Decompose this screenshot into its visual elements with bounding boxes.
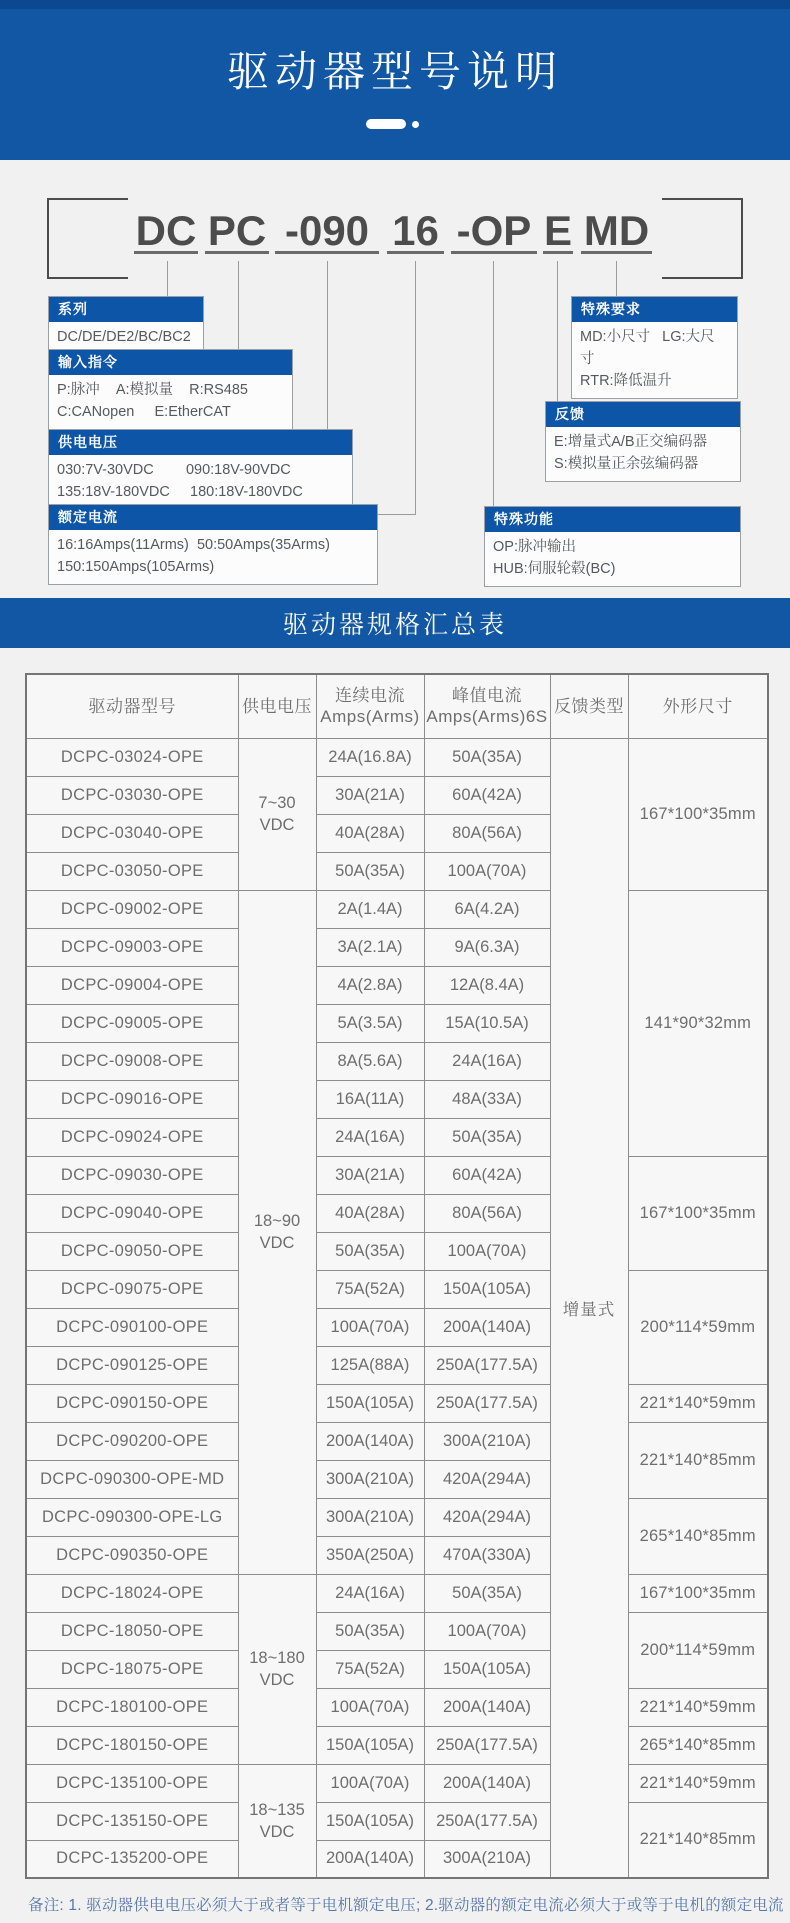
peak-current-cell: 250A(177.5A) (424, 1384, 550, 1422)
model-cell: DCPC-090300-OPE-LG (26, 1498, 238, 1536)
model-cell: DCPC-090300-OPE-MD (26, 1460, 238, 1498)
table-row (26, 1270, 768, 1308)
peak-current-cell: 250A(177.5A) (424, 1726, 550, 1764)
column-header: 供电电压 (238, 674, 316, 738)
callout-title: 额定电流 (49, 505, 377, 530)
continuous-current-cell: 300A(210A) (316, 1460, 424, 1498)
voltage-cell: 7~30 VDC (238, 738, 316, 890)
dimensions-cell: 221*140*59mm (628, 1764, 768, 1802)
dimensions-cell: 167*100*35mm (628, 1156, 768, 1270)
callout-line: 16:16Amps(11Arms) 50:50Amps(35Arms) (57, 537, 330, 553)
continuous-current-cell: 50A(35A) (316, 1612, 424, 1650)
model-cell: DCPC-18024-OPE (26, 1574, 238, 1612)
table-row (26, 1384, 768, 1422)
peak-current-cell: 50A(35A) (424, 1118, 550, 1156)
continuous-current-cell: 24A(16A) (316, 1574, 424, 1612)
footnote: 备注: 1. 驱动器供电电压必须大于或者等于电机额定电压; 2.驱动器的额定电流必须大于或等于电机的额定电流 (28, 1897, 784, 1914)
dimensions-cell: 221*140*85mm (628, 1422, 768, 1498)
dimensions-cell: 265*140*85mm (628, 1498, 768, 1574)
peak-current-cell: 300A(210A) (424, 1840, 550, 1878)
table-row (26, 738, 768, 776)
continuous-current-cell: 200A(140A) (316, 1422, 424, 1460)
left-bracket-decoration (47, 198, 128, 279)
model-segment-rated-current: 16 (387, 208, 444, 254)
dimensions-cell: 167*100*35mm (628, 1574, 768, 1612)
continuous-current-cell: 75A(52A) (316, 1270, 424, 1308)
peak-current-cell: 80A(56A) (424, 1194, 550, 1232)
table-row (26, 1764, 768, 1802)
callout-line: OP:脉冲输出 (493, 539, 576, 555)
column-header: 连续电流 Amps(Arms) (316, 674, 424, 738)
continuous-current-cell: 8A(5.6A) (316, 1042, 424, 1080)
connector-line-function (493, 261, 494, 507)
peak-current-cell: 60A(42A) (424, 1156, 550, 1194)
connector-line-feedback (557, 261, 558, 402)
callout-title: 特殊功能 (485, 507, 740, 532)
peak-current-cell: 200A(140A) (424, 1688, 550, 1726)
dimensions-cell: 265*140*85mm (628, 1726, 768, 1764)
spec-table-container (25, 673, 767, 1879)
model-cell: DCPC-09040-OPE (26, 1194, 238, 1232)
callout-body (49, 530, 377, 584)
callout-series (48, 296, 204, 355)
model-cell: DCPC-09016-OPE (26, 1080, 238, 1118)
model-cell: DCPC-09008-OPE (26, 1042, 238, 1080)
peak-current-cell: 150A(105A) (424, 1650, 550, 1688)
callout-line: MD:小尺寸 LG:大尺寸 (580, 329, 715, 367)
callout-line: C:CANopen E:EtherCAT (57, 404, 231, 420)
model-cell: DCPC-090125-OPE (26, 1346, 238, 1384)
continuous-current-cell: 75A(52A) (316, 1650, 424, 1688)
continuous-current-cell: 30A(21A) (316, 1156, 424, 1194)
continuous-current-cell: 2A(1.4A) (316, 890, 424, 928)
feedback-type-cell: 增量式 (550, 738, 628, 1878)
callout-supply-voltage (48, 429, 353, 510)
table-row (26, 1688, 768, 1726)
peak-current-cell: 200A(140A) (424, 1764, 550, 1802)
table-row (26, 1156, 768, 1194)
peak-current-cell: 150A(105A) (424, 1270, 550, 1308)
model-segment-supply-voltage: -090 (275, 208, 379, 254)
model-cell: DCPC-135150-OPE (26, 1802, 238, 1840)
dimensions-cell: 221*140*59mm (628, 1688, 768, 1726)
continuous-current-cell: 50A(35A) (316, 852, 424, 890)
model-cell: DCPC-09050-OPE (26, 1232, 238, 1270)
callout-line: 030:7V-30VDC 090:18V-90VDC (57, 462, 291, 478)
table-row (26, 890, 768, 928)
callout-special-function (484, 506, 741, 587)
callout-body (49, 375, 292, 429)
peak-current-cell: 420A(294A) (424, 1498, 550, 1536)
column-header: 反馈类型 (550, 674, 628, 738)
model-cell: DCPC-09004-OPE (26, 966, 238, 1004)
model-cell: DCPC-18075-OPE (26, 1650, 238, 1688)
callout-line: P:脉冲 A:模拟量 R:RS485 (57, 382, 248, 398)
connector-line-current-elbow (377, 514, 416, 515)
title-dot-decoration (412, 121, 419, 128)
spec-table-header (26, 674, 768, 738)
peak-current-cell: 12A(8.4A) (424, 966, 550, 1004)
model-cell: DCPC-180100-OPE (26, 1688, 238, 1726)
callout-line: E:增量式A/B正交编码器 (554, 434, 708, 450)
callout-title: 系列 (49, 297, 203, 322)
continuous-current-cell: 3A(2.1A) (316, 928, 424, 966)
peak-current-cell: 48A(33A) (424, 1080, 550, 1118)
model-segment-series: DC (135, 207, 197, 254)
page-header (0, 9, 790, 160)
continuous-current-cell: 150A(105A) (316, 1726, 424, 1764)
continuous-current-cell: 40A(28A) (316, 814, 424, 852)
callout-input-command (48, 349, 293, 430)
callout-title: 输入指令 (49, 350, 292, 375)
continuous-current-cell: 300A(210A) (316, 1498, 424, 1536)
peak-current-cell: 250A(177.5A) (424, 1346, 550, 1384)
callout-body (485, 532, 740, 586)
dimensions-cell: 221*140*59mm (628, 1384, 768, 1422)
peak-current-cell: 100A(70A) (424, 1612, 550, 1650)
connector-line-requirement (616, 261, 617, 297)
model-cell: DCPC-03024-OPE (26, 738, 238, 776)
column-header: 外形尺寸 (628, 674, 768, 738)
peak-current-cell: 15A(10.5A) (424, 1004, 550, 1042)
voltage-cell: 18~135 VDC (238, 1764, 316, 1878)
model-segment-special-function: -OP (451, 208, 537, 254)
continuous-current-cell: 4A(2.8A) (316, 966, 424, 1004)
spec-table-body (26, 738, 768, 1878)
top-accent-strip (0, 0, 790, 9)
model-cell: DCPC-09024-OPE (26, 1118, 238, 1156)
peak-current-cell: 100A(70A) (424, 1232, 550, 1270)
continuous-current-cell: 16A(11A) (316, 1080, 424, 1118)
model-cell: DCPC-090200-OPE (26, 1422, 238, 1460)
continuous-current-cell: 150A(105A) (316, 1384, 424, 1422)
model-cell: DCPC-090150-OPE (26, 1384, 238, 1422)
dimensions-cell: 221*140*85mm (628, 1802, 768, 1878)
continuous-current-cell: 150A(105A) (316, 1802, 424, 1840)
continuous-current-cell: 350A(250A) (316, 1536, 424, 1574)
column-header: 峰值电流 Amps(Arms)6S (424, 674, 550, 738)
table-row (26, 1498, 768, 1536)
continuous-current-cell: 100A(70A) (316, 1764, 424, 1802)
peak-current-cell: 470A(330A) (424, 1536, 550, 1574)
connector-line-current (415, 261, 416, 514)
model-cell: DCPC-09002-OPE (26, 890, 238, 928)
continuous-current-cell: 5A(3.5A) (316, 1004, 424, 1042)
table-row (26, 1612, 768, 1650)
callout-line: S:模拟量正余弦编码器 (554, 456, 699, 472)
callout-body (49, 455, 352, 509)
continuous-current-cell: 40A(28A) (316, 1194, 424, 1232)
model-cell: DCPC-18050-OPE (26, 1612, 238, 1650)
summary-banner (0, 598, 790, 648)
model-segment-input-command: PC (205, 208, 269, 254)
continuous-current-cell: 125A(88A) (316, 1346, 424, 1384)
callout-line: DC/DE/DE2/BC/BC2 (57, 329, 191, 345)
peak-current-cell: 60A(42A) (424, 776, 550, 814)
peak-current-cell: 250A(177.5A) (424, 1802, 550, 1840)
table-row (26, 1802, 768, 1840)
model-cell: DCPC-03040-OPE (26, 814, 238, 852)
callout-line: HUB:伺服轮毂(BC) (493, 561, 616, 577)
model-cell: DCPC-09005-OPE (26, 1004, 238, 1042)
page-title: 驱动器型号说明 (226, 48, 563, 95)
continuous-current-cell: 100A(70A) (316, 1308, 424, 1346)
model-cell: DCPC-09030-OPE (26, 1156, 238, 1194)
table-row (26, 1726, 768, 1764)
continuous-current-cell: 30A(21A) (316, 776, 424, 814)
model-segment-special-requirement: MD (581, 208, 652, 254)
model-cell: DCPC-03030-OPE (26, 776, 238, 814)
model-cell: DCPC-090100-OPE (26, 1308, 238, 1346)
peak-current-cell: 9A(6.3A) (424, 928, 550, 966)
continuous-current-cell: 200A(140A) (316, 1840, 424, 1878)
right-bracket-decoration (662, 198, 743, 279)
connector-line-input (238, 261, 239, 350)
connector-line-voltage (327, 261, 328, 430)
model-cell: DCPC-090350-OPE (26, 1536, 238, 1574)
peak-current-cell: 24A(16A) (424, 1042, 550, 1080)
model-cell: DCPC-09003-OPE (26, 928, 238, 966)
dimensions-cell: 200*114*59mm (628, 1270, 768, 1384)
callout-title: 反馈 (546, 402, 740, 427)
continuous-current-cell: 50A(35A) (316, 1232, 424, 1270)
callout-special-requirement (571, 296, 738, 399)
connector-line-series (167, 261, 168, 297)
peak-current-cell: 50A(35A) (424, 738, 550, 776)
peak-current-cell: 100A(70A) (424, 852, 550, 890)
continuous-current-cell: 24A(16.8A) (316, 738, 424, 776)
model-cell: DCPC-135100-OPE (26, 1764, 238, 1802)
callout-title: 供电电压 (49, 430, 352, 455)
peak-current-cell: 300A(210A) (424, 1422, 550, 1460)
callout-line: 150:150Amps(105Arms) (57, 559, 215, 575)
callout-line: 135:18V-180VDC 180:18V-180VDC (57, 484, 303, 500)
model-cell: DCPC-03050-OPE (26, 852, 238, 890)
dimensions-cell: 141*90*32mm (628, 890, 768, 1156)
peak-current-cell: 200A(140A) (424, 1308, 550, 1346)
voltage-cell: 18~90 VDC (238, 890, 316, 1574)
peak-current-cell: 6A(4.2A) (424, 890, 550, 928)
model-segment-feedback: E (543, 207, 572, 254)
dimensions-cell: 200*114*59mm (628, 1612, 768, 1688)
callout-feedback (545, 401, 741, 482)
title-dash-decoration (366, 119, 406, 129)
summary-banner-title: 驱动器规格汇总表 (282, 611, 507, 639)
callout-rated-current (48, 504, 378, 585)
callout-line: RTR:降低温升 (580, 373, 672, 389)
continuous-current-cell: 24A(16A) (316, 1118, 424, 1156)
continuous-current-cell: 100A(70A) (316, 1688, 424, 1726)
callout-body (546, 427, 740, 481)
voltage-cell: 18~180 VDC (238, 1574, 316, 1764)
table-row (26, 1422, 768, 1460)
column-header: 驱动器型号 (26, 674, 238, 738)
callout-title: 特殊要求 (572, 297, 737, 322)
peak-current-cell: 420A(294A) (424, 1460, 550, 1498)
dimensions-cell: 167*100*35mm (628, 738, 768, 890)
spec-table (25, 673, 769, 1879)
callout-body (572, 322, 737, 398)
model-cell: DCPC-180150-OPE (26, 1726, 238, 1764)
model-cell: DCPC-135200-OPE (26, 1840, 238, 1878)
table-row (26, 1574, 768, 1612)
peak-current-cell: 50A(35A) (424, 1574, 550, 1612)
peak-current-cell: 80A(56A) (424, 814, 550, 852)
model-cell: DCPC-09075-OPE (26, 1270, 238, 1308)
